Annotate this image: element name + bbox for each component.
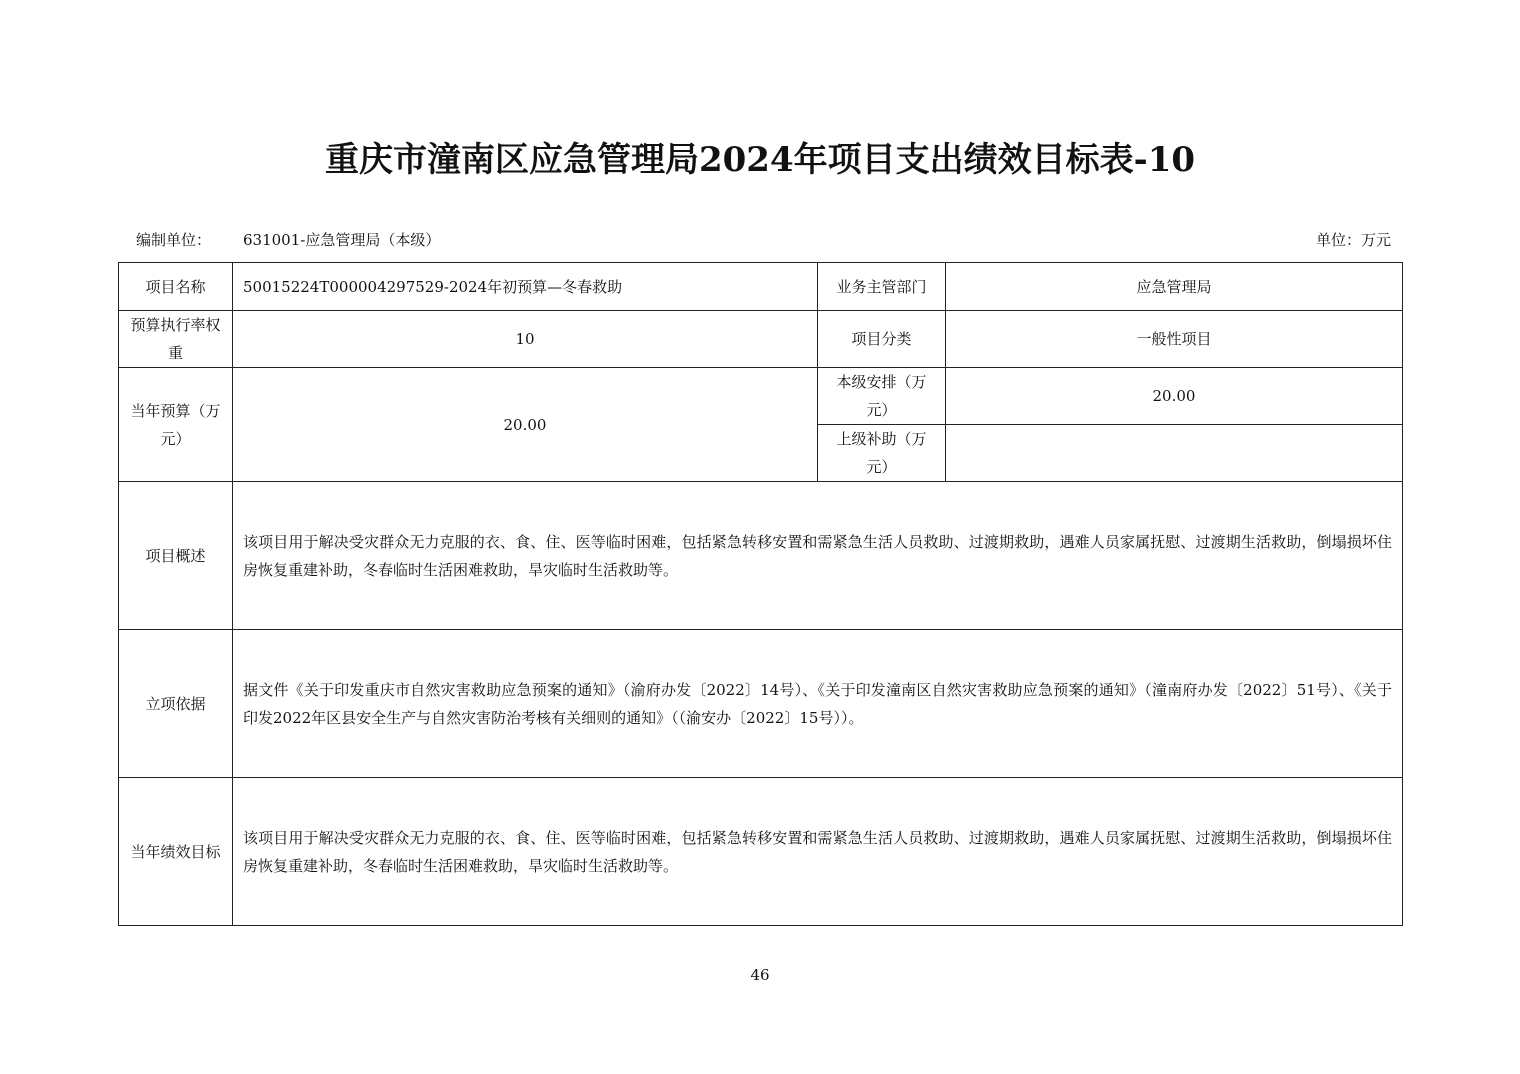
upper-value [946,425,1403,482]
page-number: 46 [750,966,770,984]
dept-label: 业务主管部门 [818,263,946,311]
goal-value: 该项目用于解决受灾群众无力克服的衣、食、住、医等临时困难，包括紧急转移安置和需紧急生活人员救助、过渡期救助，遇难人员家属抚慰、过渡期生活救助，倒塌损坏住房恢复重建补助，冬春临时生活困难救助，旱灾临时生活救助等。 [233,778,1403,926]
performance-table [118,262,1403,926]
table-row [119,368,1403,425]
local-label: 本级安排（万元） [818,368,946,425]
table-row [119,630,1403,778]
local-value: 20.00 [946,368,1403,425]
table-row [119,778,1403,926]
table-row [119,482,1403,630]
budget-label: 当年预算（万元） [119,368,233,482]
basis-value: 据文件《关于印发重庆市自然灾害救助应急预案的通知》（渝府办发〔2022〕14号）、《关于印发潼南区自然灾害救助应急预案的通知》（潼南府办发〔2022〕51号）、《关于印发2022年区县安全生产与自然灾害防治考核有关细则的通知》（（渝安办〔2022〕15号））。 [233,630,1403,778]
table-row [119,263,1403,311]
dept-value: 应急管理局 [946,263,1403,311]
page-title: 重庆市潼南区应急管理局2024年项目支出绩效目标表-10 [324,140,1196,180]
category-label: 项目分类 [818,311,946,368]
org-label: 编制单位： [136,231,212,249]
org-value: 631001-应急管理局（本级） [243,231,441,249]
overview-value: 该项目用于解决受灾群众无力克服的衣、食、住、医等临时困难，包括紧急转移安置和需紧急生活人员救助、过渡期救助，遇难人员家属抚慰、过渡期生活救助，倒塌损坏住房恢复重建补助，冬春临时生活困难救助，旱灾临时生活救助等。 [233,482,1403,630]
overview-label: 项目概述 [119,482,233,630]
project-name-value: 50015224T000004297529-2024年初预算—冬春救助 [233,263,818,311]
basis-label: 立项依据 [119,630,233,778]
category-value: 一般性项目 [946,311,1403,368]
goal-label: 当年绩效目标 [119,778,233,926]
exec-rate-value: 10 [233,311,818,368]
upper-label: 上级补助（万元） [818,425,946,482]
table-row [119,311,1403,368]
budget-value: 20.00 [233,368,818,482]
unit-label: 单位：万元 [1315,231,1391,249]
project-name-label: 项目名称 [119,263,233,311]
exec-rate-label: 预算执行率权重 [119,311,233,368]
